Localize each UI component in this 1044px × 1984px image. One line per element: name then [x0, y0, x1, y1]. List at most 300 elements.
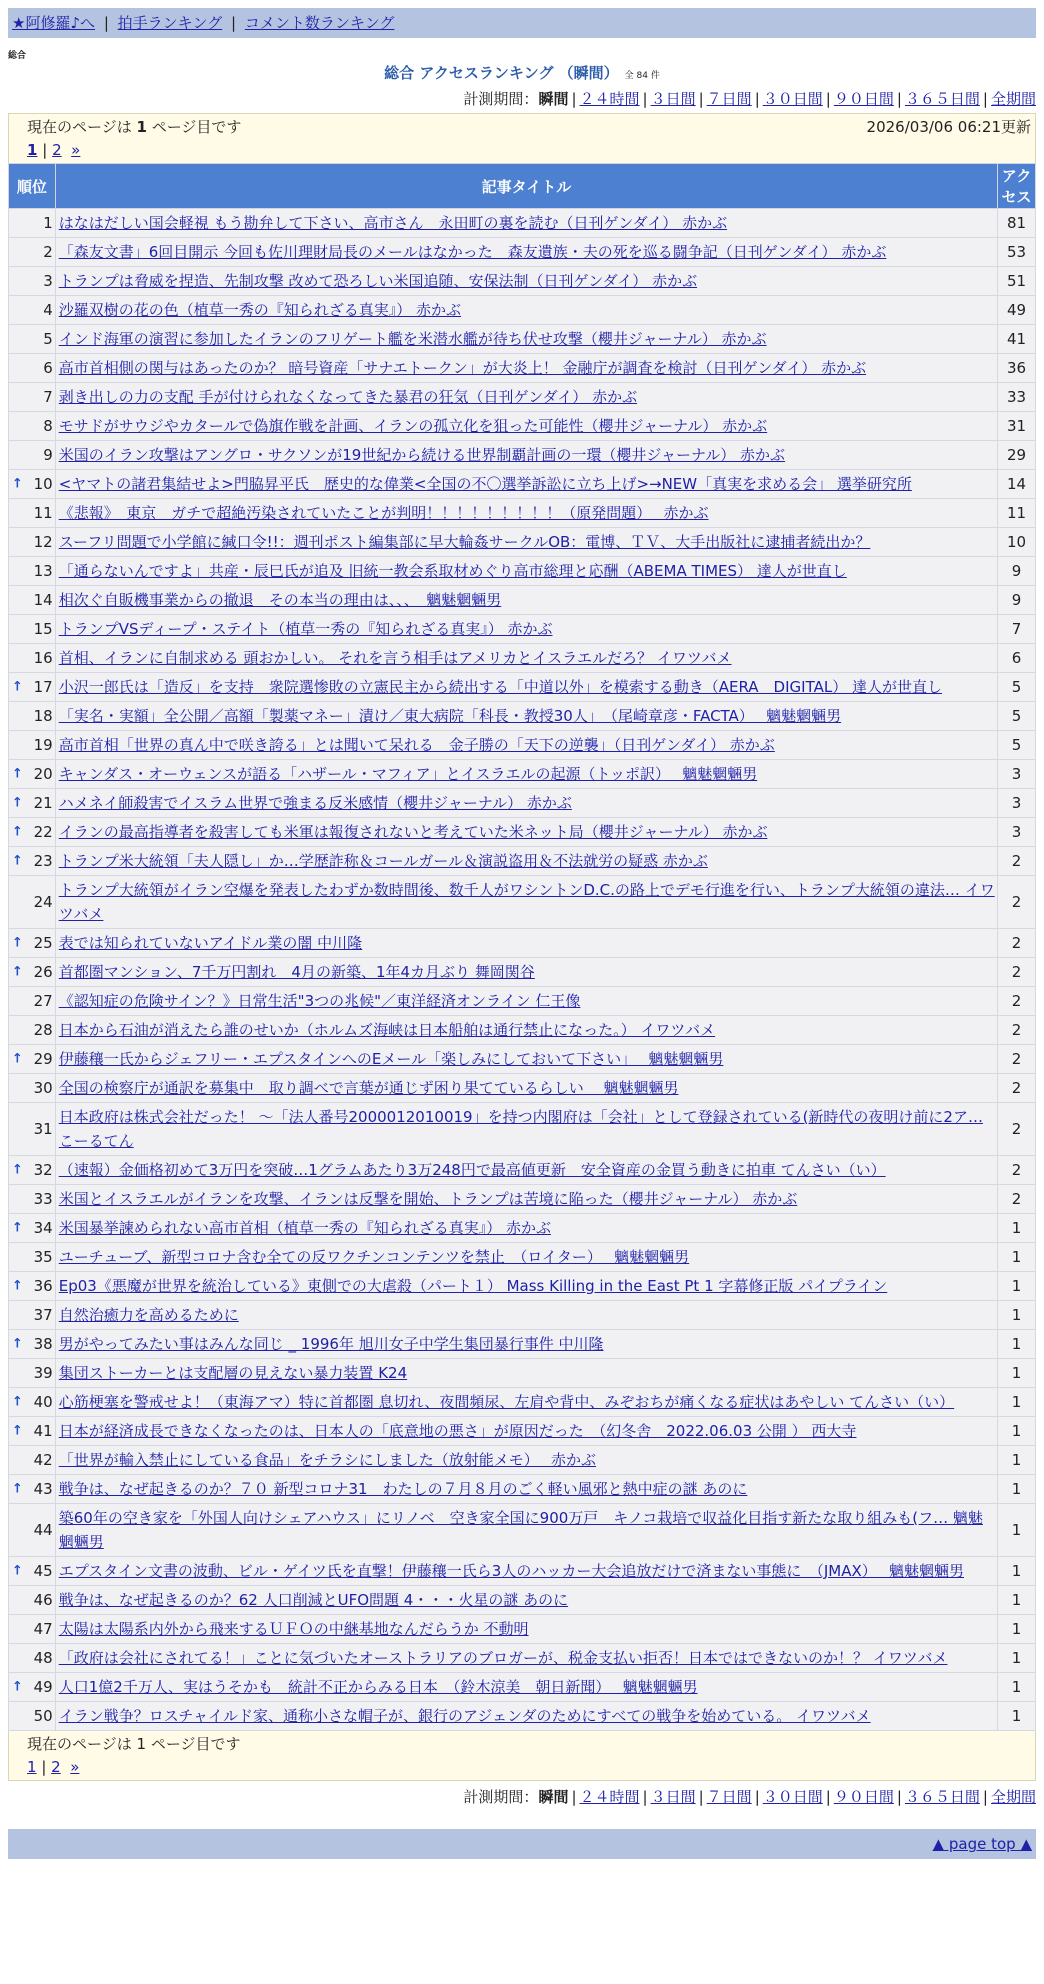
page-separator: | — [41, 1758, 47, 1776]
rank-cell — [9, 267, 56, 296]
title-cell — [55, 354, 997, 383]
period-link[interactable]: 全期間 — [990, 1788, 1036, 1806]
access-count: 2 — [998, 1103, 1036, 1156]
title-cell — [55, 325, 997, 354]
table-row — [9, 441, 1036, 470]
article-link[interactable]: イラン戦争？ロスチャイルド家、通称小さな帽子が、銀行のアジェンダのためにすべての戦争を始めている。 イワツバメ — [58, 1707, 871, 1725]
comment-ranking-link[interactable]: コメント数ランキング — [244, 14, 395, 32]
table-row — [9, 1045, 1036, 1074]
article-link[interactable]: 自然治癒力を高めるために — [58, 1306, 239, 1324]
title-cell — [55, 615, 997, 644]
article-link[interactable]: 男がやってみたい事はみんな同じ _ 1996年 旭川女子中学生集団暴行事件 中川隆 — [58, 1335, 604, 1353]
rank-cell — [9, 1272, 56, 1301]
article-link[interactable]: はなはだしい国会軽視 もう勘弁して下さい、高市さん 永田町の裏を読む（日刊ゲンダイ） 赤かぶ — [58, 214, 728, 232]
page-status: 現在のページは 1 ページ目です — [27, 1735, 241, 1753]
title-cell — [55, 1557, 997, 1586]
rank-cell — [9, 615, 56, 644]
table-row — [9, 673, 1036, 702]
table-row — [9, 586, 1036, 615]
rank-number: 27 — [33, 992, 53, 1010]
title-cell — [55, 1504, 997, 1557]
access-count: 10 — [998, 528, 1036, 557]
period-link[interactable]: ３日間 — [650, 90, 696, 108]
title-cell — [55, 528, 997, 557]
access-count: 11 — [998, 499, 1036, 528]
rank-number: 19 — [33, 736, 53, 754]
article-link[interactable]: 「実名・実額」全公開／高額「製薬マネー」漬け／東大病院「科長・教授30人」 （尾崎章彦・FACTA） 魑魅魍魎男 — [58, 707, 842, 725]
title-cell — [55, 267, 997, 296]
title-cell — [55, 1243, 997, 1272]
access-count: 1 — [998, 1243, 1036, 1272]
rank-up-icon: ↑ — [12, 1336, 23, 1352]
period-link[interactable]: ７日間 — [706, 90, 752, 108]
rank-up-icon: ↑ — [12, 766, 23, 782]
access-count: 29 — [998, 441, 1036, 470]
rank-number: 49 — [33, 1678, 53, 1696]
table-row — [9, 267, 1036, 296]
title-cell — [55, 1417, 997, 1446]
table-row — [9, 644, 1036, 673]
article-link[interactable]: 高市首相側の関与はあったのか？ 暗号資産「サナエトークン」が大炎上！ 金融庁が調査を検討（日刊ゲンダイ） 赤かぶ — [58, 359, 867, 377]
access-count: 1 — [998, 1557, 1036, 1586]
article-link[interactable]: モサドがサウジやカタールで偽旗作戦を計画、イランの孤立化を狙った可能性（櫻井ジャーナル） 赤かぶ — [58, 417, 768, 435]
article-link[interactable]: 米国暴挙諫められない高市首相（植草一秀の『知られざる真実』） 赤かぶ — [58, 1219, 552, 1237]
access-count: 3 — [998, 760, 1036, 789]
period-separator: | — [571, 90, 577, 108]
home-link[interactable]: ★阿修羅♪へ — [12, 14, 96, 32]
rank-number: 39 — [33, 1364, 53, 1382]
rank-cell — [9, 586, 56, 615]
rank-number: 34 — [33, 1219, 53, 1237]
rank-number: 2 — [43, 243, 53, 261]
article-link[interactable]: トランプ米大統領「夫人隠し」か…学歴詐称＆コールガール＆演説盗用＆不法就労の疑惑 赤かぶ — [58, 852, 708, 870]
table-row — [9, 1156, 1036, 1185]
table-row — [9, 325, 1036, 354]
access-count: 1 — [998, 1475, 1036, 1504]
rank-cell — [9, 528, 56, 557]
rank-cell — [9, 209, 56, 238]
rank-cell — [9, 673, 56, 702]
table-row — [9, 1644, 1036, 1673]
rank-up-icon: ↑ — [12, 1481, 23, 1497]
access-count: 2 — [998, 876, 1036, 929]
rank-cell — [9, 1103, 56, 1156]
title-cell — [55, 1214, 997, 1243]
title-cell — [55, 1103, 997, 1156]
rank-number: 48 — [33, 1649, 53, 1667]
article-link[interactable]: 《悲報》 東京 ガチで超絶汚染されていたことが判明！！！！！！！！！（原発問題） 赤かぶ — [58, 504, 709, 522]
title-cell — [55, 1702, 997, 1731]
title-cell — [55, 1644, 997, 1673]
article-link[interactable]: 「森友文書」6回目開示 今回も佐川理財局長のメールはなかった 森友遺族・夫の死を巡る闘争記（日刊ゲンダイ） 赤かぶ — [58, 243, 887, 261]
period-separator: | — [754, 90, 760, 108]
table-row — [9, 847, 1036, 876]
rank-cell — [9, 818, 56, 847]
title-cell — [55, 296, 997, 325]
article-link[interactable]: 米国とイスラエルがイランを攻撃、イランは反撃を開始、トランプは苦境に陥った（櫻井ジャーナル） 赤かぶ — [58, 1190, 798, 1208]
title-cell — [55, 731, 997, 760]
access-count: 1 — [998, 1504, 1036, 1557]
rank-up-icon: ↑ — [12, 935, 23, 951]
rank-cell — [9, 1301, 56, 1330]
period-separator: | — [698, 90, 704, 108]
rank-number: 17 — [33, 678, 53, 696]
article-link[interactable]: 米国のイラン攻撃はアングロ・サクソンが19世紀から続ける世界制覇計画の一環（櫻井ジャーナル） 赤かぶ — [58, 446, 786, 464]
rank-number: 35 — [33, 1248, 53, 1266]
article-link[interactable]: 人口1億2千万人、実はうそかも 統計不正からみる日本 （鈴木涼美 朝日新聞） 魑魅魍魎男 — [58, 1678, 698, 1696]
page-2-link[interactable]: 2 — [52, 141, 62, 159]
paging-bottom — [8, 1731, 1036, 1781]
article-link[interactable]: エプスタイン文書の波動、ビル・ゲイツ氏を直撃！伊藤穰一氏ら3人のハッカー大会追放だけで済まない事態に （JMAX） 魑魅魍魎男 — [58, 1562, 965, 1580]
page-2-link[interactable]: 2 — [51, 1758, 61, 1776]
rank-up-icon: ↑ — [12, 795, 23, 811]
rank-cell — [9, 1586, 56, 1615]
rank-cell — [9, 929, 56, 958]
title-cell — [55, 412, 997, 441]
rank-cell — [9, 325, 56, 354]
title-cell — [55, 929, 997, 958]
rank-cell — [9, 1016, 56, 1045]
rank-cell — [9, 1243, 56, 1272]
rank-number: 32 — [33, 1161, 53, 1179]
clap-ranking-link[interactable]: 拍手ランキング — [117, 14, 223, 32]
title-cell — [55, 673, 997, 702]
period-link[interactable]: 全期間 — [990, 90, 1036, 108]
article-link[interactable]: 築60年の空き家を「外国人向けシェアハウス」にリノベ 空き家全国に900万戸 キノコ栽培で収益化目指す新たな取り組みも(フ… 魑魅魍魎男 — [58, 1509, 983, 1551]
page-title — [8, 63, 1036, 83]
article-link[interactable]: 表では知られていないアイドル業の闇 中川隆 — [58, 934, 363, 952]
rank-up-icon: ↑ — [12, 1394, 23, 1410]
page — [8, 8, 1036, 1859]
page-separator: | — [42, 141, 48, 159]
rank-number: 21 — [33, 794, 53, 812]
nav-separator: | — [103, 14, 109, 32]
title-cell — [55, 644, 997, 673]
article-link[interactable]: 相次ぐ自販機事業からの撤退 その本当の理由は、、、 魑魅魍魎男 — [58, 591, 502, 609]
rank-cell — [9, 499, 56, 528]
rank-number: 11 — [33, 504, 53, 522]
period-link[interactable]: ２４時間 — [579, 90, 640, 108]
article-link[interactable]: 剥き出しの力の支配 手が付けられなくなってきた暴君の狂気（日刊ゲンダイ） 赤かぶ — [58, 388, 638, 406]
rank-cell — [9, 731, 56, 760]
rank-cell — [9, 1156, 56, 1185]
article-link[interactable]: 全国の検察庁が通訳を募集中 取り調べで言葉が通じず困り果てているらしい 魑魅魍魎男 — [58, 1079, 679, 1097]
title-cell — [55, 1185, 997, 1214]
article-link[interactable]: ユーチューブ、新型コロナ含む全ての反ワクチンコンテンツを禁止 （ロイター） 魑魅魍魎男 — [58, 1248, 690, 1266]
rank-number: 10 — [33, 475, 53, 493]
rank-cell — [9, 1045, 56, 1074]
article-link[interactable]: <ヤマトの諸君集結せよ>門脇昇平氏 歴史的な偉業<全国の不〇選挙訴訟に立ち上げ>→NEW「真実を求める会」 選挙研究所 — [58, 475, 912, 493]
table-row — [9, 1272, 1036, 1301]
title-cell — [55, 1446, 997, 1475]
rank-number: 44 — [33, 1521, 53, 1539]
article-link[interactable]: キャンダス・オーウェンスが語る「ハザール・マフィア」とイスラエルの起源（トッポ訳） 魑魅魍魎男 — [58, 765, 758, 783]
table-row — [9, 702, 1036, 731]
table-row — [9, 987, 1036, 1016]
title-cell — [55, 818, 997, 847]
article-link[interactable]: 伊藤穰一氏からジェフリー・エプスタインへのEメール「楽しみにしておいて下さい」 魑魅魍魎男 — [58, 1050, 724, 1068]
period-link[interactable]: ９０日間 — [833, 90, 894, 108]
rank-up-icon: ↑ — [12, 853, 23, 869]
total-count: 全 84 件 — [624, 71, 660, 81]
rank-number: 18 — [33, 707, 53, 725]
title-cell — [55, 1388, 997, 1417]
article-link[interactable]: 首都圏マンション、7千万円割れ 4月の新築、1年4カ月ぶり 舞岡関谷 — [58, 963, 535, 981]
table-row — [9, 1214, 1036, 1243]
article-link[interactable]: 戦争は、なぜ起きるのか？62 人口削減とUFO問題 4・・・火星の謎 あのに — [58, 1591, 569, 1609]
rank-cell — [9, 1557, 56, 1586]
access-count: 1 — [998, 1272, 1036, 1301]
title-cell — [55, 1359, 997, 1388]
table-row — [9, 1586, 1036, 1615]
article-link[interactable]: 首相、イランに自制求める 頭おかしい。 それを言う相手はアメリカとイスラエルだろ？ イワツバメ — [58, 649, 732, 667]
rank-up-icon: ↑ — [12, 679, 23, 695]
table-row — [9, 1557, 1036, 1586]
article-link[interactable]: 小沢一郎氏は「造反」を支持 衆院選惨敗の立憲民主から続出する「中道以外」を模索する動き（AERA DIGITAL） 達人が世直し — [58, 678, 942, 696]
article-link[interactable]: 「通らないんですよ」共産・辰巳氏が追及 旧統一教会系取材めぐり高市総理と応酬（ABEMA TIMES） 達人が世直し — [58, 562, 847, 580]
table-row — [9, 1330, 1036, 1359]
period-link[interactable]: ７日間 — [706, 1788, 752, 1806]
article-link[interactable]: スーフリ問題で小学館に緘口令!!：週刊ポスト編集部に早大輪姦サークルOB：電博、ＴＶ、大手出版社に逮捕者続出か？ — [58, 533, 871, 551]
rank-number: 31 — [33, 1120, 53, 1138]
table-row — [9, 1074, 1036, 1103]
title-cell — [55, 1330, 997, 1359]
article-link[interactable]: トランプ大統領がイラン空爆を発表したわずか数時間後、数千人がワシントンD.C.の路上でデモ行進を行い、トランプ大統領の違法… イワツバメ — [58, 881, 995, 923]
table-row — [9, 789, 1036, 818]
table-row — [9, 1301, 1036, 1330]
table-row — [9, 1702, 1036, 1731]
access-count: 2 — [998, 958, 1036, 987]
rank-up-icon: ↑ — [12, 476, 23, 492]
pagination — [27, 1757, 1031, 1779]
rank-header: 順位 — [9, 164, 56, 209]
rank-cell — [9, 1214, 56, 1243]
article-link[interactable]: イランの最高指導者を殺害しても米軍は報復されないと考えていた米ネット局（櫻井ジャーナル） 赤かぶ — [58, 823, 768, 841]
article-link[interactable]: 日本政府は株式会社だった！ 〜「法人番号2000012010019」を持つ内閣府は「会社」として登録されている(新時代の夜明け前に2ア… こーるてん — [58, 1108, 983, 1150]
title-cell — [55, 702, 997, 731]
rank-number: 4 — [43, 301, 53, 319]
access-count: 1 — [998, 1330, 1036, 1359]
nav-separator: | — [231, 14, 237, 32]
rank-number: 25 — [33, 934, 53, 952]
rank-cell — [9, 354, 56, 383]
table-row — [9, 354, 1036, 383]
rank-cell — [9, 1446, 56, 1475]
article-link[interactable]: 集団ストーカーとは支配層の見えない暴力装置 K24 — [58, 1364, 408, 1382]
rank-number: 7 — [43, 388, 53, 406]
title-cell — [55, 441, 997, 470]
access-count: 2 — [998, 1016, 1036, 1045]
period-link[interactable]: ２４時間 — [579, 1788, 640, 1806]
rank-cell — [9, 760, 56, 789]
rank-number: 16 — [33, 649, 53, 667]
ranking-table — [8, 163, 1036, 1731]
period-selector-top — [8, 87, 1036, 111]
title-cell — [55, 1045, 997, 1074]
rank-number: 20 — [33, 765, 53, 783]
article-link[interactable]: 「政府は会社にされてる！」ことに気づいたオーストラリアのブロガーが、税金支払い拒否！日本ではできないのか！？ イワツバメ — [58, 1649, 948, 1667]
article-link[interactable]: インド海軍の演習に参加したイランのフリゲート艦を米潜水艦が待ち伏せ攻撃（櫻井ジャーナル） 赤かぶ — [58, 330, 767, 348]
period-separator: | — [896, 90, 902, 108]
period-link[interactable]: ３０日間 — [762, 1788, 823, 1806]
title-cell — [55, 1156, 997, 1185]
access-count: 14 — [998, 470, 1036, 499]
table-row — [9, 470, 1036, 499]
rank-cell — [9, 238, 56, 267]
period-label: 計測期間： — [463, 90, 539, 108]
next-page-link[interactable]: » — [70, 1758, 80, 1776]
title-cell — [55, 209, 997, 238]
rank-number: 29 — [33, 1050, 53, 1068]
article-link[interactable]: トランプは脅威を捏造、先制攻撃 改めて恐ろしい米国追随、安保法制（日刊ゲンダイ） 赤かぶ — [58, 272, 698, 290]
rank-cell — [9, 958, 56, 987]
access-count: 31 — [998, 412, 1036, 441]
article-link[interactable]: 高市首相「世界の真ん中で咲き誇る」とは聞いて呆れる 金子勝の「天下の逆襲」（日刊ゲンダイ） 赤かぶ — [58, 736, 775, 754]
period-separator: | — [982, 1788, 988, 1806]
title-cell — [55, 1615, 997, 1644]
rank-number: 13 — [33, 562, 53, 580]
article-link[interactable]: 心筋梗塞を警戒せよ！（東海アマ）特に首都圏 息切れ、夜間頻尿、左肩や背中、みぞおちが痛くなる症状はあやしい てんさい（い） — [58, 1393, 955, 1411]
access-count: 9 — [998, 557, 1036, 586]
rank-up-icon: ↑ — [12, 1679, 23, 1695]
rank-cell — [9, 383, 56, 412]
rank-number: 14 — [33, 591, 53, 609]
title-cell — [55, 586, 997, 615]
access-count: 6 — [998, 644, 1036, 673]
article-link[interactable]: （速報）金価格初めて3万円を突破…1グラムあたり3万248円で最高値更新 安全資産の金買う動きに拍車 てんさい（い） — [58, 1161, 886, 1179]
period-link[interactable]: ３６５日間 — [904, 90, 980, 108]
page-top-link[interactable]: ▲ page top ▲ — [932, 1835, 1032, 1853]
rank-number: 24 — [33, 893, 53, 911]
access-count: 41 — [998, 325, 1036, 354]
page-1-link[interactable]: 1 — [27, 141, 38, 159]
paging-top — [8, 113, 1036, 163]
table-row — [9, 615, 1036, 644]
article-link[interactable]: Ep03《悪魔が世界を統治している》東側での大虐殺（パート１） Mass Killing in the East Pt 1 字幕修正版 パイプライン — [58, 1277, 888, 1295]
access-count: 51 — [998, 267, 1036, 296]
title-header: 記事タイトル — [55, 164, 997, 209]
access-count: 81 — [998, 209, 1036, 238]
access-count: 3 — [998, 818, 1036, 847]
rank-cell — [9, 1475, 56, 1504]
updated-time: 2026/03/06 06:21更新 — [866, 118, 1031, 136]
table-row — [9, 731, 1036, 760]
table-row — [9, 1243, 1036, 1272]
title-cell — [55, 1673, 997, 1702]
access-count: 2 — [998, 1185, 1036, 1214]
rank-number: 6 — [43, 359, 53, 377]
access-count: 2 — [998, 929, 1036, 958]
title-cell — [55, 238, 997, 267]
title-cell — [55, 1586, 997, 1615]
rank-cell — [9, 876, 56, 929]
title-cell — [55, 557, 997, 586]
period-link[interactable]: ３日間 — [650, 1788, 696, 1806]
title-cell — [55, 1272, 997, 1301]
rank-number: 42 — [33, 1451, 53, 1469]
rank-number: 12 — [33, 533, 53, 551]
title-cell — [55, 760, 997, 789]
article-link[interactable]: ハメネイ師殺害でイスラム世界で強まる反米感情（櫻井ジャーナル） 赤かぶ — [58, 794, 572, 812]
access-count: 5 — [998, 731, 1036, 760]
rank-up-icon: ↑ — [12, 824, 23, 840]
rank-cell — [9, 789, 56, 818]
article-link[interactable]: 沙羅双樹の花の色（植草一秀の『知られざる真実』） 赤かぶ — [58, 301, 462, 319]
rank-number: 43 — [33, 1480, 53, 1498]
rank-number: 36 — [33, 1277, 53, 1295]
rank-cell — [9, 1504, 56, 1557]
rank-number: 3 — [43, 272, 53, 290]
rank-cell — [9, 1359, 56, 1388]
table-row — [9, 209, 1036, 238]
article-link[interactable]: 「世界が輸入禁止にしている食品」をチラシにしました（放射能メモ） 赤かぶ — [58, 1451, 597, 1469]
access-count: 36 — [998, 354, 1036, 383]
period-label: 計測期間： — [463, 1788, 539, 1806]
period-separator: | — [982, 90, 988, 108]
page-status: 現在のページは 1 ページ目です — [27, 118, 242, 136]
rank-number: 28 — [33, 1021, 53, 1039]
title-cell — [55, 958, 997, 987]
table-row — [9, 818, 1036, 847]
period-separator: | — [642, 1788, 648, 1806]
title-cell — [55, 1301, 997, 1330]
table-row — [9, 929, 1036, 958]
period-current: 瞬間 — [538, 1788, 569, 1806]
access-count: 33 — [998, 383, 1036, 412]
rank-cell — [9, 557, 56, 586]
access-count: 1 — [998, 1673, 1036, 1702]
rank-cell — [9, 1074, 56, 1103]
article-link[interactable]: 戦争は、なぜ起きるのか？７０ 新型コロナ31 わたしの７月８月のごく軽い風邪と熱中症の謎 あのに — [58, 1480, 748, 1498]
rank-number: 26 — [33, 963, 53, 981]
period-link[interactable]: ３６５日間 — [904, 1788, 980, 1806]
article-link[interactable]: 《認知症の危険サイン？》日常生活"3つの兆候"／東洋経済オンライン 仁王像 — [58, 992, 581, 1010]
table-row — [9, 958, 1036, 987]
table-row — [9, 557, 1036, 586]
table-row — [9, 1103, 1036, 1156]
table-row — [9, 1446, 1036, 1475]
period-separator: | — [825, 1788, 831, 1806]
access-header: アクセス — [998, 164, 1036, 209]
article-link[interactable]: 太陽は太陽系内外から飛来するＵＦＯの中継基地なんだらうか 不動明 — [58, 1620, 529, 1638]
bottom-bar — [8, 1829, 1036, 1859]
table-row — [9, 499, 1036, 528]
access-count: 2 — [998, 1045, 1036, 1074]
period-link[interactable]: ３０日間 — [762, 90, 823, 108]
rank-number: 9 — [43, 446, 53, 464]
period-link[interactable]: ９０日間 — [833, 1788, 894, 1806]
page-1-link[interactable]: 1 — [27, 1758, 37, 1776]
access-count: 2 — [998, 987, 1036, 1016]
access-count: 5 — [998, 673, 1036, 702]
next-page-link[interactable]: » — [71, 141, 81, 159]
rank-cell — [9, 702, 56, 731]
article-link[interactable]: 日本から石油が消えたら誰のせいか（ホルムズ海峡は日本船舶は通行禁止になった。） イワツバメ — [58, 1021, 716, 1039]
rank-up-icon: ↑ — [12, 964, 23, 980]
rank-number: 33 — [33, 1190, 53, 1208]
rank-cell — [9, 412, 56, 441]
access-count: 2 — [998, 847, 1036, 876]
rank-number: 47 — [33, 1620, 53, 1638]
article-link[interactable]: 日本が経済成長できなくなったのは、日本人の「底意地の悪さ」が原因だった （幻冬舎 2022.06.03 公開 ） 西大寺 — [58, 1422, 857, 1440]
period-separator: | — [698, 1788, 704, 1806]
access-count: 1 — [998, 1644, 1036, 1673]
rank-number: 1 — [43, 214, 53, 232]
access-count: 5 — [998, 702, 1036, 731]
access-count: 3 — [998, 789, 1036, 818]
article-link[interactable]: トランプVSディープ・ステイト（植草一秀の『知られざる真実』） 赤かぶ — [58, 620, 553, 638]
access-count: 1 — [998, 1615, 1036, 1644]
